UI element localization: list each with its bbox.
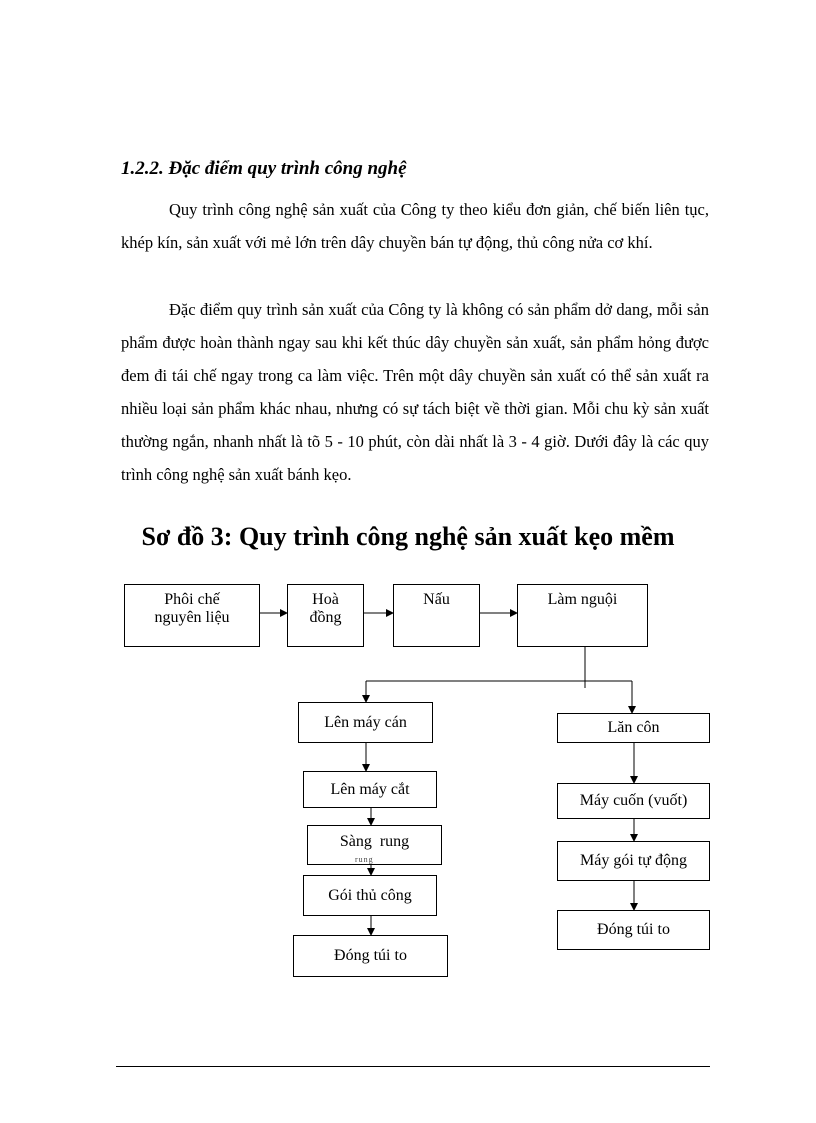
paragraph-process-overview: Quy trình công nghệ sản xuất của Công ty theo kiểu đơn giản, chế biến liên tục, khép kín, sản xuất với mẻ lớn trên dây chuyền bán tự động, thủ công nửa cơ khí. (121, 200, 709, 252)
step-label: Gói thủ công (328, 886, 412, 904)
step-label-line1: Hoà (312, 591, 339, 608)
step-sang-rung (307, 825, 442, 865)
step-lan-con (557, 713, 710, 743)
step-label: Lên máy cán (324, 713, 407, 731)
step-may-cuon-vuot (557, 783, 710, 819)
overlapped-text-fragment: rung (355, 855, 374, 864)
paragraph-process-characteristics: Đặc điểm quy trình sản xuất của Công ty là không có sản phẩm dở dang, mỗi sản phẩm được hoàn thành ngay sau khi kết thúc dây chuyền sản xuất, sản phẩm hỏng được đem đi tái chế ngay trong ca làm việc. Trên một dây chuyền sản xuất có thể sản xuất ra nhiều loại sản phẩm khác nhau, nhưng có sự tách biệt về thời gian. Mỗi chu kỳ sản xuất thường ngắn, nhanh nhất là tõ 5 - 10 phút, còn dài nhất là 3 - 4 giờ. Dưới đây là các quy trình công nghệ sản xuất bánh kẹo. (121, 300, 709, 484)
step-may-goi-tu-dong (557, 841, 710, 881)
step-nau (393, 584, 480, 647)
step-label-line1: Phôi chế (164, 591, 220, 608)
step-dong-tui-to-left (293, 935, 448, 977)
step-label: Sàng rung (339, 833, 410, 850)
step-len-may-cat (303, 771, 437, 808)
diagram-title: Sơ đồ 3: Quy trình công nghệ sản xuất kẹo mềm (141, 522, 675, 551)
step-lam-nguoi (517, 584, 648, 647)
step-len-may-can (298, 702, 433, 743)
step-dong-tui-to-right (557, 910, 710, 950)
step-phoi-che-nguyen-lieu (124, 584, 260, 647)
step-hoa-dong (287, 584, 364, 647)
step-label-line1: Làm nguội (547, 591, 618, 608)
footer-rule (116, 1066, 710, 1067)
step-label: Đóng túi to (597, 921, 670, 938)
step-label: Lên máy cắt (330, 780, 410, 798)
step-label-line1: Nấu (423, 591, 450, 608)
section-heading: 1.2.2. Đặc điểm quy trình công nghệ (121, 158, 407, 179)
step-goi-thu-cong (303, 875, 437, 916)
step-label: Đóng túi to (334, 947, 407, 964)
step-label: Máy cuốn (vuốt) (579, 792, 688, 809)
step-label-line2: nguyên liệu (154, 609, 230, 626)
step-label: Lăn côn (607, 719, 660, 736)
step-label: Máy gói tự động (580, 852, 687, 869)
step-label-line2: đồng (309, 609, 342, 626)
